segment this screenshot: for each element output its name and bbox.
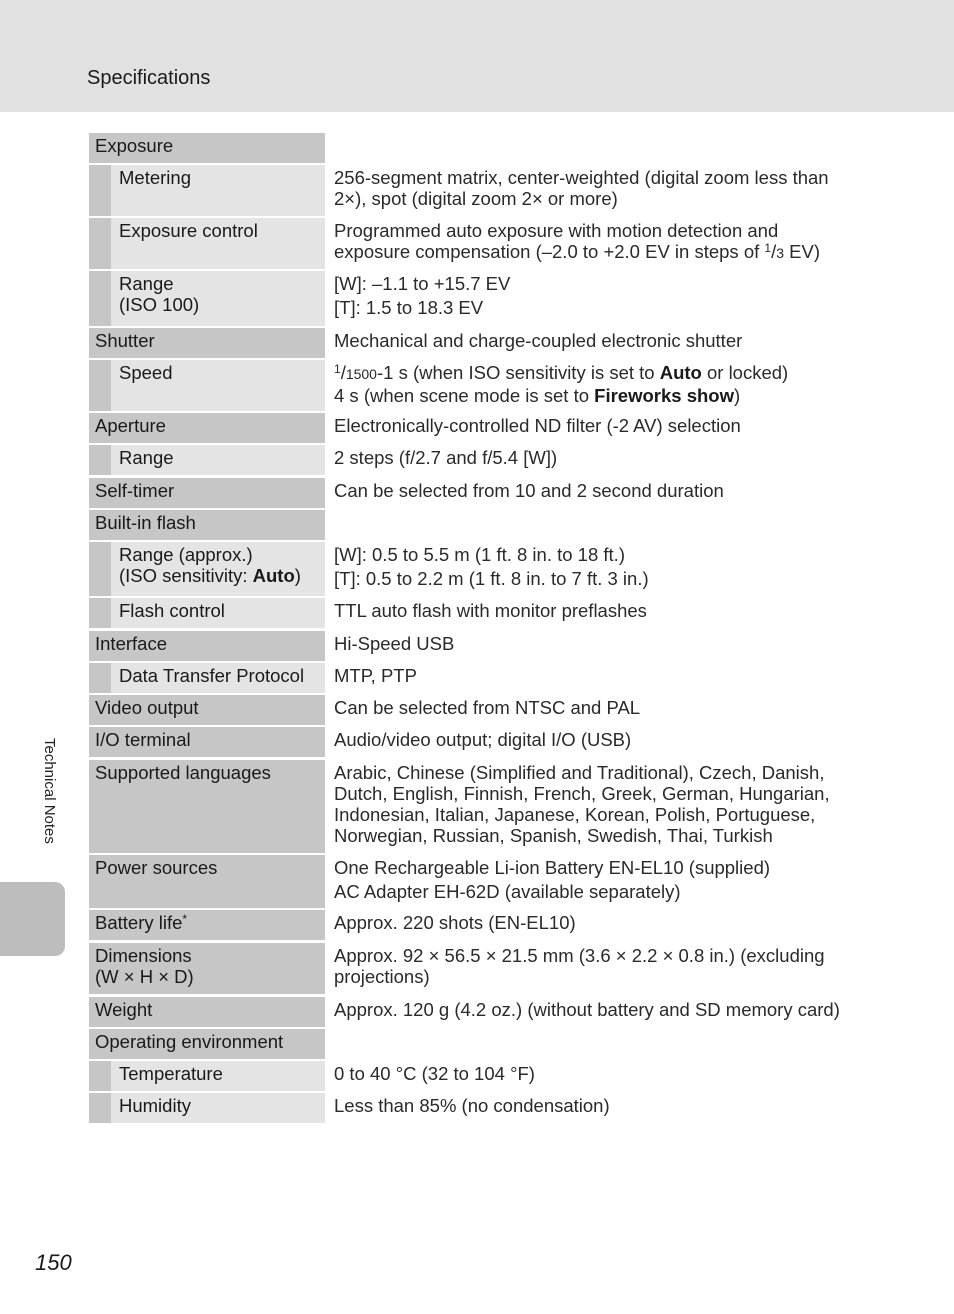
spec-row-humidity: [89, 1093, 869, 1123]
spec-label: Supported languages: [89, 760, 325, 853]
spec-row-self-timer: [89, 478, 869, 508]
spec-label: Range (approx.) (ISO sensitivity: Auto): [111, 542, 325, 596]
spec-value: Less than 85% (no condensation): [334, 1095, 610, 1116]
spec-value: Arabic, Chinese (Simplified and Traditional), Czech, Danish, Dutch, English, Finnish, French, Greek, German, Hungarian, Indonesian, Italian, Japanese, Korean, Polish, Portuguese, Norwegian, Russian, Spanish, Swedish, Thai, Turkish: [334, 762, 830, 846]
spec-value: Hi-Speed USB: [334, 633, 455, 654]
spec-row-io-terminal: [89, 727, 869, 757]
spec-value: 0 to 40 °C (32 to 104 °F): [334, 1063, 535, 1084]
spec-value: Can be selected from 10 and 2 second duration: [334, 480, 724, 501]
spec-value: Approx. 92 × 56.5 × 21.5 mm (3.6 × 2.2 × 0.8 in.) (excluding projections): [334, 945, 825, 987]
spec-value: MTP, PTP: [334, 665, 417, 686]
spec-label: I/O terminal: [89, 727, 325, 757]
spec-row-temperature: [89, 1061, 869, 1091]
spec-value: 2 steps (f/2.7 and f/5.4 [W]): [334, 447, 558, 468]
spec-value: 256-segment matrix, center-weighted (digital zoom less than 2×), spot (digital zoom 2× or more): [334, 167, 829, 209]
spec-row-flash-control: [89, 598, 869, 628]
spec-label: Metering: [111, 165, 325, 216]
spec-row-exposure-control: [89, 218, 869, 269]
spec-row-power-sources: [89, 855, 869, 908]
spec-label: Power sources: [89, 855, 325, 908]
spec-label: Range (ISO 100): [111, 271, 325, 326]
spec-row-dimensions: [89, 943, 869, 994]
spec-label: Self-timer: [89, 478, 325, 508]
spec-value: Audio/video output; digital I/O (USB): [334, 729, 632, 750]
spec-label: Exposure control: [111, 218, 325, 269]
spec-label: Weight: [89, 997, 325, 1027]
spec-row-exposure: [89, 133, 869, 163]
side-chapter-label: Technical Notes: [41, 738, 58, 844]
spec-row-video-output: [89, 695, 869, 725]
spec-row-operating-environment: [89, 1029, 869, 1059]
spec-row-flash-range: [89, 542, 869, 596]
spec-label: Flash control: [111, 598, 325, 628]
spec-value: Can be selected from NTSC and PAL: [334, 697, 641, 718]
spec-label: Shutter: [89, 328, 325, 358]
spec-row-weight: [89, 997, 869, 1027]
spec-label: Exposure: [89, 133, 325, 163]
spec-label: Dimensions (W × H × D): [89, 943, 325, 994]
spec-value: Approx. 220 shots (EN-EL10): [334, 912, 576, 933]
spec-value: One Rechargeable Li-ion Battery EN-EL10 (supplied) AC Adapter EH-62D (available separately): [334, 857, 771, 902]
spec-label: Humidity: [111, 1093, 325, 1123]
spec-label: Interface: [89, 631, 325, 661]
footnote-marker: *: [182, 912, 188, 926]
spec-row-battery-life: [89, 910, 869, 940]
spec-label: Battery life*: [89, 910, 325, 940]
spec-value: Mechanical and charge-coupled electronic shutter: [334, 330, 743, 351]
spec-value: [W]: 0.5 to 5.5 m (1 ft. 8 in. to 18 ft.) [T]: 0.5 to 2.2 m (1 ft. 8 in. to 7 ft. 3 in.): [334, 544, 649, 589]
spec-row-shutter: [89, 328, 869, 358]
spec-row-built-in-flash: [89, 510, 869, 540]
spec-row-aperture: [89, 413, 869, 443]
spec-value: [W]: –1.1 to +15.7 EV [T]: 1.5 to 18.3 EV: [334, 273, 511, 318]
spec-label: Speed: [111, 360, 325, 411]
spec-row-speed: [89, 360, 869, 411]
spec-row-interface: [89, 631, 869, 661]
spec-row-supported-languages: [89, 760, 869, 853]
chapter-tab: [0, 882, 65, 956]
spec-row-metering: [89, 165, 869, 216]
spec-row-data-transfer-protocol: [89, 663, 869, 693]
spec-label: Aperture: [89, 413, 325, 443]
page-header: [0, 0, 954, 112]
spec-value: Programmed auto exposure with motion detection and exposure compensation (–2.0 to +2.0 EV in steps of $^1$/3 EV): [334, 220, 820, 262]
spec-row-exposure-range: [89, 271, 869, 326]
spec-value: Approx. 120 g (4.2 oz.) (without battery and SD memory card): [334, 999, 840, 1020]
spec-label: Data Transfer Protocol: [111, 663, 325, 693]
spec-row-aperture-range: [89, 445, 869, 475]
page-number: 150: [35, 1250, 72, 1275]
spec-label: Range: [111, 445, 325, 475]
spec-label: Operating environment: [89, 1029, 325, 1059]
spec-label: Video output: [89, 695, 325, 725]
spec-label: Built-in flash: [89, 510, 325, 540]
spec-value: TTL auto flash with monitor preflashes: [334, 600, 647, 621]
spec-value: $^1$/1500-1 s (when ISO sensitivity is set to Auto or locked) 4 s (when scene mode is set to Fireworks show): [334, 362, 789, 406]
spec-value: Electronically-controlled ND filter (-2 AV) selection: [334, 415, 741, 436]
spec-label: Temperature: [111, 1061, 325, 1091]
section-title: Specifications: [87, 67, 211, 89]
